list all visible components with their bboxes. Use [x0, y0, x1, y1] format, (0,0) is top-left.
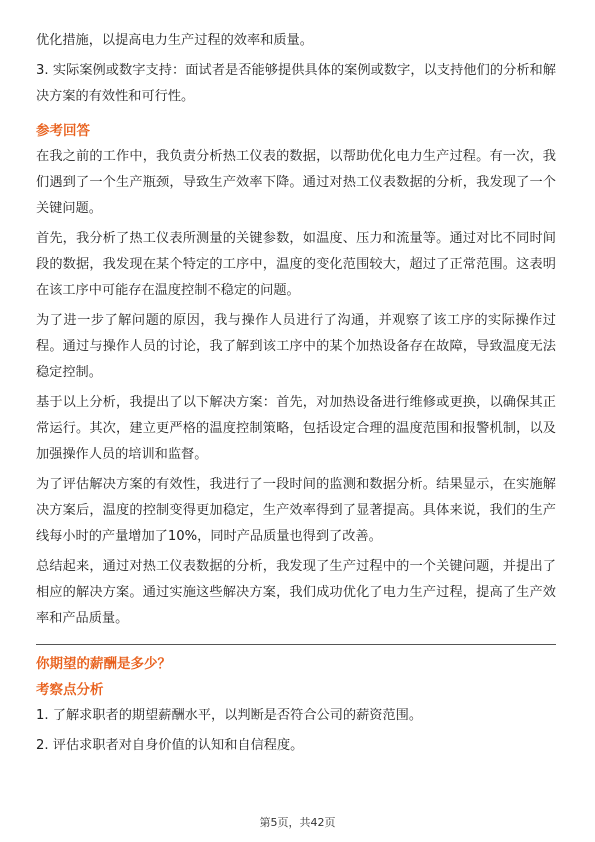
intro-line: 优化措施，以提高电力生产过程的效率和质量。 [36, 33, 313, 48]
page-content [36, 28, 556, 763]
answer-paragraph: 基于以上分析，我提出了以下解决方案：首先，对加热设备进行维修或更换，以确保其正常运行。其次，建立更严格的温度控制策略，包括设定合理的温度范围和报警机制，以及加强操作人员的培训和监督。 [36, 395, 556, 462]
analysis-point: 2. 评估求职者对自身价值的认知和自信程度。 [36, 738, 304, 753]
answer-paragraph: 在我之前的工作中，我负责分析热工仪表的数据，以帮助优化电力生产过程。有一次，我们遇到了一个生产瓶颈，导致生产效率下降。通过对热工仪表数据的分析，我发现了一个关键问题。 [36, 149, 556, 216]
criteria-point-3: 3. 实际案例或数字支持：面试者是否能够提供具体的案例或数字，以支持他们的分析和解决方案的有效性和可行性。 [36, 63, 556, 104]
reference-answer-heading: 参考回答 [36, 123, 90, 139]
answer-paragraph: 首先，我分析了热工仪表所测量的关键参数，如温度、压力和流量等。通过对比不同时间段的数据，我发现在某个特定的工序中，温度的变化范围较大，超过了正常范围。这表明在该工序中可能存在温度控制不稳定的问题。 [36, 231, 556, 298]
answer-paragraph: 为了进一步了解问题的原因，我与操作人员进行了沟通，并观察了该工序的实际操作过程。通过与操作人员的讨论，我了解到该工序中的某个加热设备存在故障，导致温度无法稳定控制。 [36, 313, 556, 380]
answer-paragraph: 为了评估解决方案的有效性，我进行了一段时间的监测和数据分析。结果显示，在实施解决方案后，温度的控制变得更加稳定，生产效率得到了显著提高。具体来说，我们的生产线每小时的产量增加了10%，同时产品质量也得到了改善。 [36, 477, 556, 544]
analysis-heading: 考察点分析 [36, 682, 104, 698]
section-divider [36, 644, 556, 645]
answer-paragraph: 总结起来，通过对热工仪表数据的分析，我发现了生产过程中的一个关键问题，并提出了相应的解决方案。通过实施这些解决方案，我们成功优化了电力生产过程，提高了生产效率和产品质量。 [36, 559, 556, 626]
page-number: 第5页，共42页 [259, 816, 336, 829]
question-title: 你期望的薪酬是多少？ [36, 656, 171, 672]
analysis-point: 1. 了解求职者的期望薪酬水平，以判断是否符合公司的薪资范围。 [36, 708, 423, 723]
